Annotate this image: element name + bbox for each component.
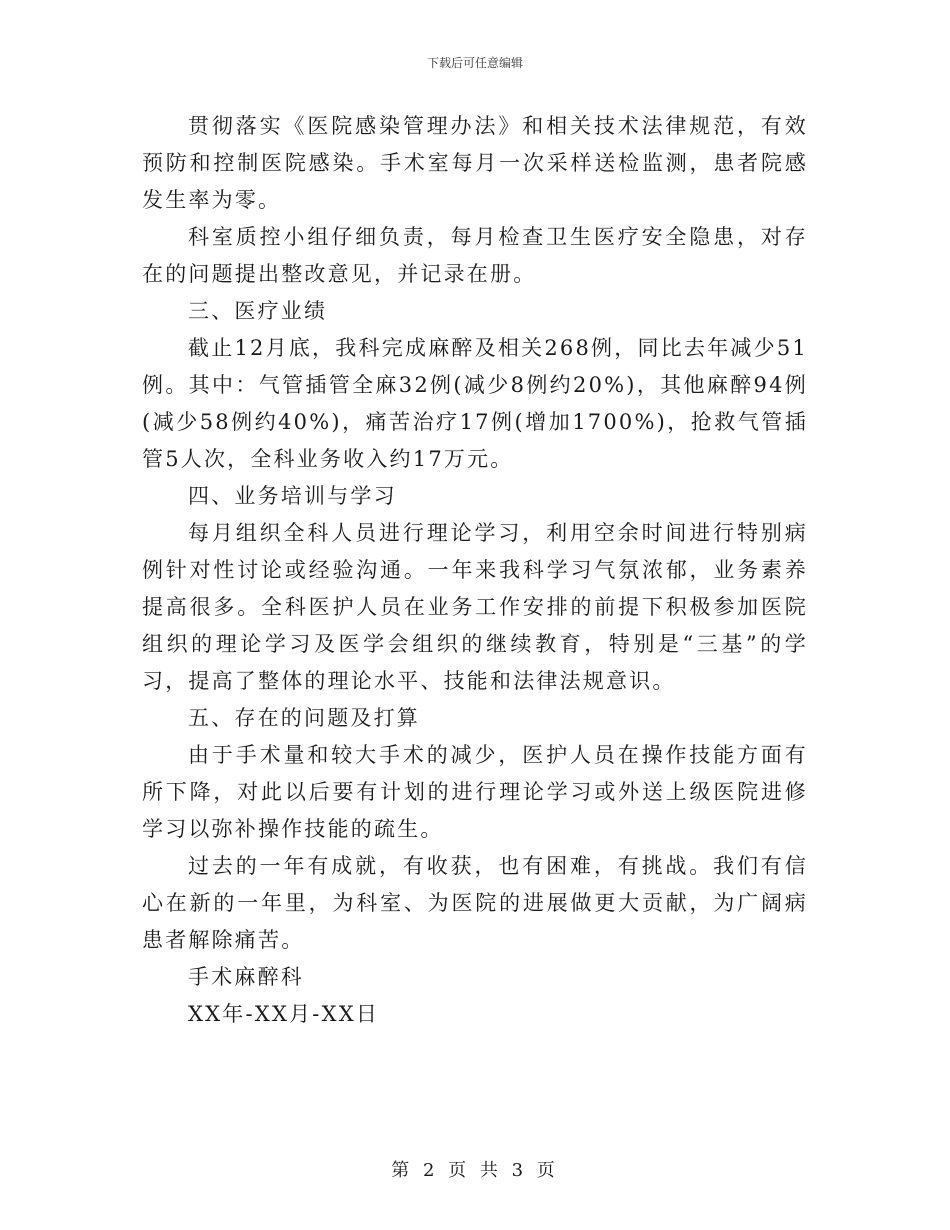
signature-department: 手术麻醉科 [188, 965, 304, 989]
signature-date: XX年-XX月-XX日 [188, 1002, 380, 1026]
paragraph-performance-stats: 截止12月底，我科完成麻醉及相关268例，同比去年减少51例。其中：气管插管全麻32例(减少8例约20%)，其他麻醉94例(减少58例约40%)，痛苦治疗17例(增加1700%)，抢救气管插管5人次，全科业务收入约17万元。 [142, 336, 808, 471]
paragraph-infection-control: 贯彻落实《医院感染管理办法》和相关技术法律规范，有效预防和控制医院感染。手术室每月一次采样送检监测，患者院感发生率为零。 [142, 114, 808, 212]
page-header: 下载后可任意编辑 [426, 56, 523, 70]
page-number: 第 2 页 共 3 页 [391, 1160, 559, 1181]
paragraph-training: 每月组织全科人员进行理论学习，利用空余时间进行特别病例针对性讨论或经验沟通。一年来我科学习气氛浓郁，业务素养提高很多。全科医护人员在业务工作安排的前提下积极参加医院组织的理论学习及医学会组织的继续教育，特别是“三基”的学习，提高了整体的理论水平、技能和法律法规意识。 [142, 521, 808, 693]
section-heading-training: 四、业务培训与学习 [188, 484, 397, 508]
section-heading-problems-plans: 五、存在的问题及打算 [188, 706, 420, 730]
paragraph-problems: 由于手术量和较大手术的减少，医护人员在操作技能方面有所下降，对此以后要有计划的进行理论学习或外送上级医院进修学习以弥补操作技能的疏生。 [142, 743, 808, 841]
document-body [142, 108, 808, 1033]
section-heading-medical-performance: 三、医疗业绩 [188, 299, 328, 323]
paragraph-quality-control: 科室质控小组仔细负责，每月检查卫生医疗安全隐患，对存在的问题提出整改意见，并记录在册。 [142, 225, 808, 286]
paragraph-closing: 过去的一年有成就，有收获，也有困难，有挑战。我们有信心在新的一年里，为科室、为医院的进展做更大贡献，为广阔病患者解除痛苦。 [142, 854, 808, 952]
